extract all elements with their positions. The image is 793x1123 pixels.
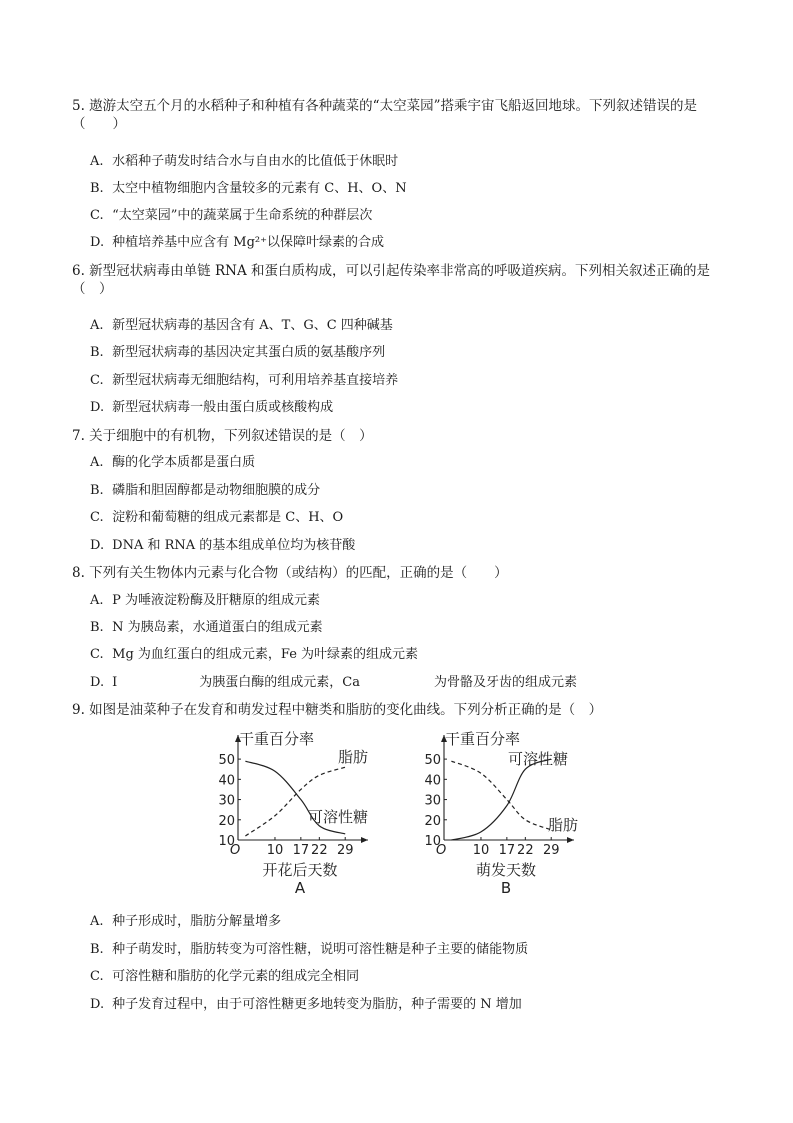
q6-option-a xyxy=(90,317,393,335)
option-key: C. xyxy=(90,969,104,984)
y-axis-label: 干重百分率 xyxy=(445,730,521,748)
x-axis-arrow xyxy=(361,837,368,843)
x-tick-label: 17 xyxy=(292,843,310,858)
option-key: B. xyxy=(90,942,104,957)
question-9-stem: 9. 如图是油菜种子在发育和萌发过程中糖类和脂肪的变化曲线。下列分析正确的是（ ） xyxy=(72,702,603,718)
option-key: A. xyxy=(90,914,104,929)
option-key: B. xyxy=(90,483,104,498)
question-8-stem: 8. 下列有关生物体内元素与化合物（或结构）的匹配，正确的是（ ） xyxy=(72,565,508,581)
option-text: 新型冠状病毒一般由蛋白质或核酸构成 xyxy=(112,400,334,415)
question-6-stem: 6. 新型冠状病毒由单链 RNA 和蛋白质构成，可以引起传染率非常高的呼吸道疾病。下列相关叙述正确的是（ ） xyxy=(72,263,710,297)
option-text: 种子发育过程中，由于可溶性糖更多地转变为脂肪，种子需要的 N 增加 xyxy=(112,997,522,1012)
option-key: A. xyxy=(90,154,104,169)
y-tick-label: 30 xyxy=(424,793,441,809)
option-text: 水稻种子萌发时结合水与自由水的比值低于休眠时 xyxy=(112,154,399,169)
q8-option-c xyxy=(90,646,418,664)
chart-b xyxy=(414,727,594,905)
option-key: C. xyxy=(90,510,104,525)
option-text: 新型冠状病毒的基因决定其蛋白质的氨基酸序列 xyxy=(112,345,386,360)
x-tick-label: 29 xyxy=(336,843,354,858)
series-label: 脂肪 xyxy=(548,816,579,834)
x-axis-arrow xyxy=(567,837,574,843)
q9-option-a xyxy=(90,913,281,931)
option-text: 种子萌发时，脂肪转变为可溶性糖，说明可溶性糖是种子主要的储能物质 xyxy=(112,942,529,957)
option-text: P 为唾液淀粉酶及肝糖原的组成元素 xyxy=(112,593,321,608)
option-text: I xyxy=(112,675,118,690)
q6-option-c xyxy=(90,372,398,390)
chart-a xyxy=(208,727,388,905)
option-text: 淀粉和葡萄糖的组成元素都是 C、H、O xyxy=(112,510,344,525)
q7-option-a xyxy=(90,454,255,472)
option-text: “太空菜园”中的蔬菜属于生命系统的种群层次 xyxy=(112,208,373,223)
question-7-stem: 7. 关于细胞中的有机物，下列叙述错误的是（ ） xyxy=(72,428,373,444)
q6-option-b xyxy=(90,344,385,362)
option-text: 新型冠状病毒的基因含有 A、T、G、C 四种碱基 xyxy=(112,318,393,333)
option-text: 为骨骼及牙齿的组成元素 xyxy=(433,675,577,690)
option-key: D. xyxy=(90,538,105,553)
x-axis-label: 开花后天数 xyxy=(262,861,338,879)
y-tick-label: 40 xyxy=(218,773,235,789)
y-tick-label: 40 xyxy=(424,773,441,789)
y-tick-label: 20 xyxy=(424,813,441,829)
option-text: 为胰蛋白酶的组成元素，Ca xyxy=(199,675,360,690)
option-key: D. xyxy=(90,997,105,1012)
q5-option-b xyxy=(90,180,407,198)
x-tick-label: 29 xyxy=(542,843,560,858)
option-key: D. xyxy=(90,235,105,250)
series-line-solid xyxy=(451,759,551,840)
origin-label: O xyxy=(436,843,447,858)
y-tick-label: 10 xyxy=(424,834,441,849)
q9-option-b xyxy=(90,941,528,959)
option-text: 新型冠状病毒无细胞结构，可利用培养基直接培养 xyxy=(112,373,399,388)
x-tick-label: 22 xyxy=(311,843,328,858)
option-key: A. xyxy=(90,318,104,333)
q5-option-c xyxy=(90,207,372,225)
q7-option-d xyxy=(90,537,355,555)
panel-label: A xyxy=(294,879,306,897)
option-key: A. xyxy=(90,455,104,470)
q5-option-d xyxy=(90,234,384,252)
q7-option-c xyxy=(90,509,343,527)
option-text: 种植培养基中应含有 Mg²⁺以保障叶绿素的合成 xyxy=(112,235,384,250)
option-key: A. xyxy=(90,593,104,608)
y-tick-label: 50 xyxy=(218,753,235,769)
q8-option-d xyxy=(90,674,577,692)
y-axis-label: 干重百分率 xyxy=(239,730,315,748)
option-text: 磷脂和胆固醇都是动物细胞膜的成分 xyxy=(112,483,321,498)
y-tick-label: 10 xyxy=(218,834,235,849)
option-key: D. xyxy=(90,400,105,415)
series-label: 可溶性糖 xyxy=(308,808,369,826)
q8-option-a xyxy=(90,592,320,610)
option-text: 可溶性糖和脂肪的化学元素的组成完全相同 xyxy=(112,969,360,984)
option-key: C. xyxy=(90,208,104,223)
panel-label: B xyxy=(500,879,512,897)
x-tick-label: 17 xyxy=(498,843,516,858)
option-text: Mg 为血红蛋白的组成元素，Fe 为叶绿素的组成元素 xyxy=(112,647,419,662)
option-key: D. xyxy=(90,675,105,690)
option-text: 种子形成时，脂肪分解量增多 xyxy=(112,914,282,929)
question-5-stem: 5. 遨游太空五个月的水稻种子和种植有各种蔬菜的“太空菜园”搭乘宇宙飞船返回地球。下列叙述错误的是（ ） xyxy=(72,98,697,132)
y-tick-label: 50 xyxy=(424,753,441,769)
q7-option-b xyxy=(90,482,320,500)
option-key: B. xyxy=(90,345,104,360)
option-text: DNA 和 RNA 的基本组成单位均为核苷酸 xyxy=(112,538,356,553)
q9-option-c xyxy=(90,968,359,986)
q9-option-d xyxy=(90,996,522,1014)
x-tick-label: 22 xyxy=(517,843,534,858)
option-key: B. xyxy=(90,181,104,196)
option-text: N 为胰岛素，水通道蛋白的组成元素 xyxy=(112,620,323,635)
y-tick-label: 20 xyxy=(218,813,235,829)
origin-label: O xyxy=(230,843,241,858)
q5-option-a xyxy=(90,153,398,171)
option-key: C. xyxy=(90,373,104,388)
option-key: C. xyxy=(90,647,104,662)
option-key: B. xyxy=(90,620,104,635)
option-text: 酶的化学本质都是蛋白质 xyxy=(112,455,256,470)
option-text: 太空中植物细胞内含量较多的元素有 C、H、O、N xyxy=(112,181,407,196)
q6-option-d xyxy=(90,399,333,417)
x-tick-label: 10 xyxy=(472,843,490,858)
series-line-dashed xyxy=(451,761,551,830)
series-label: 可溶性糖 xyxy=(508,750,569,768)
series-label: 脂肪 xyxy=(338,748,369,766)
x-axis-label: 萌发天数 xyxy=(475,861,537,879)
y-tick-label: 30 xyxy=(218,793,235,809)
x-tick-label: 10 xyxy=(266,843,284,858)
q8-option-b xyxy=(90,619,323,637)
